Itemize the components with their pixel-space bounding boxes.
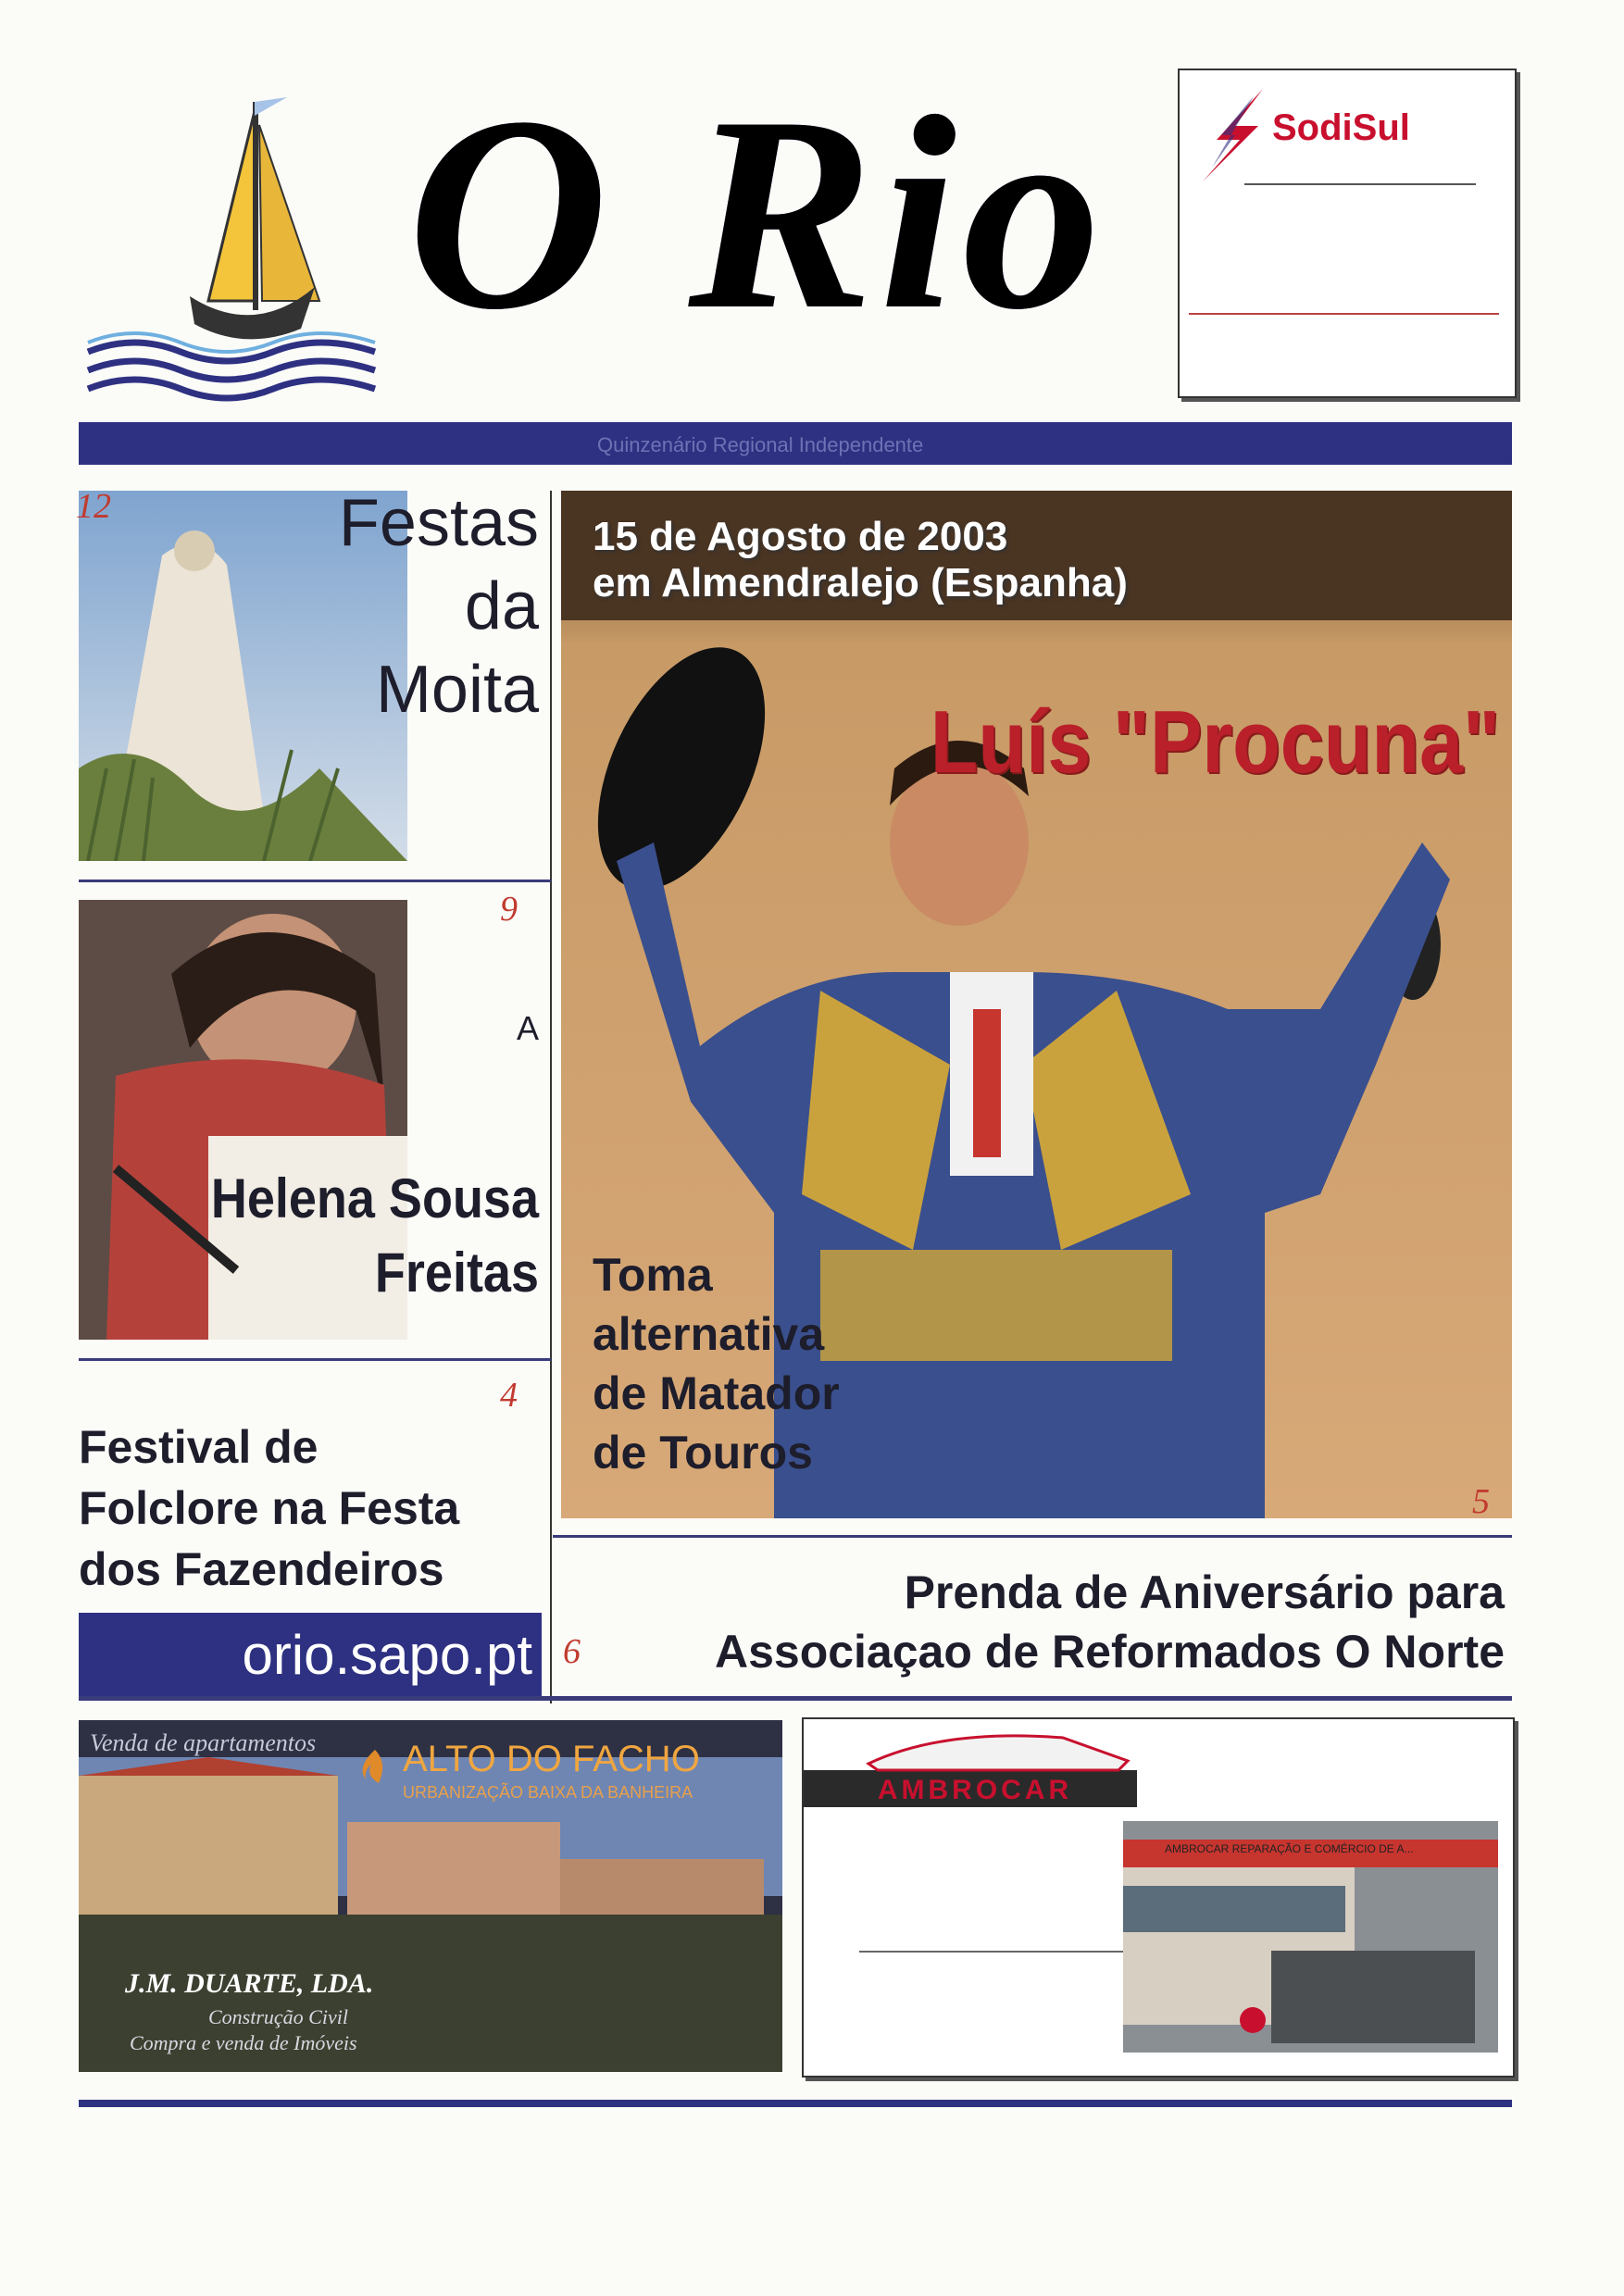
main-headline: Luís "Procuna" bbox=[930, 693, 1500, 792]
divider bbox=[859, 1951, 1123, 1953]
divider bbox=[79, 1696, 1512, 1701]
website-bar[interactable] bbox=[79, 1613, 542, 1698]
headline-line: dos Fazendeiros bbox=[79, 1543, 444, 1595]
website-link[interactable]: orio.sapo.pt bbox=[242, 1624, 532, 1686]
caption-line: alternativa bbox=[593, 1308, 825, 1360]
sodisul-ad[interactable] bbox=[1178, 69, 1517, 398]
caption-line: de Matador bbox=[593, 1367, 840, 1419]
headline-line: Moita bbox=[375, 653, 539, 727]
page-number: 6 bbox=[563, 1632, 581, 1671]
garage-sign: AMBROCAR REPARAÇÃO E COMÉRCIO DE A... bbox=[1165, 1842, 1414, 1855]
divider bbox=[553, 1535, 1512, 1538]
page-number: 4 bbox=[500, 1376, 518, 1415]
prenda-title bbox=[611, 1563, 1505, 1681]
ad-name: AMBROCAR bbox=[877, 1775, 1073, 1805]
headline-line: Prenda de Aniversário para bbox=[904, 1566, 1505, 1618]
date-line: em Almendralejo (Espanha) bbox=[593, 560, 1128, 605]
caption-line: Toma bbox=[593, 1249, 713, 1301]
headline-line: Festival de bbox=[79, 1421, 319, 1473]
divider bbox=[79, 1358, 551, 1361]
divider bbox=[1244, 183, 1476, 185]
page-number: 9 bbox=[500, 890, 518, 929]
headline-line: Festas bbox=[338, 486, 539, 560]
divider bbox=[1189, 313, 1499, 315]
sailboat-logo-icon bbox=[79, 88, 394, 403]
flame-icon bbox=[356, 1748, 394, 1785]
festas-title bbox=[278, 481, 539, 731]
divider bbox=[79, 880, 551, 882]
alto-do-facho-ad[interactable] bbox=[79, 1720, 782, 2072]
event-date bbox=[593, 514, 1426, 606]
festival-title bbox=[79, 1416, 542, 1600]
nameplate-tagline: Quinzenário Regional Independente bbox=[597, 433, 924, 456]
headline-line: Folclore na Festa bbox=[79, 1482, 460, 1534]
helena-prefix: A bbox=[516, 1009, 539, 1047]
newspaper-title: O Rio bbox=[407, 74, 1148, 352]
ad-company: J.M. DUARTE, LDA. bbox=[125, 1968, 374, 1999]
ad-subtitle: URBANIZAÇÃO BAIXA DA BANHEIRA bbox=[403, 1783, 693, 1802]
page-number: 12 bbox=[76, 487, 111, 526]
date-line: 15 de Agosto de 2003 bbox=[593, 514, 1008, 559]
helena-title bbox=[195, 1162, 539, 1310]
headline-line: Associaçao de Reformados O Norte bbox=[714, 1626, 1505, 1678]
ad-company-line: Compra e venda de Imóveis bbox=[130, 2031, 357, 2054]
sodisul-brand: SodiSul bbox=[1272, 107, 1410, 148]
footer-rule bbox=[79, 2100, 1512, 2107]
column-divider bbox=[550, 491, 552, 1703]
main-caption bbox=[593, 1245, 907, 1482]
ambrocar-ad[interactable] bbox=[802, 1717, 1515, 2078]
headline-line: da bbox=[464, 569, 539, 643]
headline-line: Freitas bbox=[374, 1242, 539, 1304]
ad-name: ALTO DO FACHO bbox=[403, 1739, 700, 1779]
nameplate-bar bbox=[79, 422, 1512, 465]
lightning-icon bbox=[1198, 89, 1272, 181]
page-number: 5 bbox=[1472, 1482, 1490, 1521]
ad-company-line: Construção Civil bbox=[208, 2005, 348, 2028]
garage-photo bbox=[1123, 1821, 1498, 2053]
ad-kicker: Venda de apartamentos bbox=[90, 1729, 317, 1756]
headline-line: Helena Sousa bbox=[210, 1167, 539, 1229]
caption-line: de Touros bbox=[593, 1427, 813, 1479]
